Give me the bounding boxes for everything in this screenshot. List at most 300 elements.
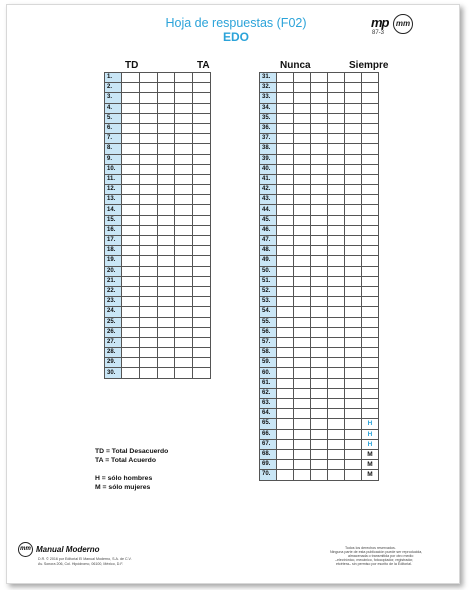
answer-box[interactable] [294, 83, 311, 93]
answer-box[interactable] [328, 256, 345, 266]
answer-box[interactable] [345, 174, 362, 184]
answer-box[interactable] [294, 276, 311, 286]
answer-box[interactable] [277, 388, 294, 398]
answer-box[interactable] [294, 215, 311, 225]
answer-box[interactable] [345, 449, 362, 459]
answer-box[interactable] [277, 246, 294, 256]
answer-box[interactable] [328, 83, 345, 93]
answer-box[interactable] [277, 123, 294, 133]
answer-box[interactable] [157, 73, 175, 83]
answer-box[interactable] [345, 317, 362, 327]
answer-box[interactable] [175, 256, 193, 266]
answer-box[interactable] [175, 236, 193, 246]
answer-box[interactable] [157, 358, 175, 368]
answer-box[interactable] [193, 93, 211, 103]
answer-box[interactable] [294, 256, 311, 266]
answer-box[interactable] [345, 93, 362, 103]
answer-box[interactable] [121, 246, 139, 256]
answer-box[interactable] [193, 215, 211, 225]
answer-box[interactable] [121, 73, 139, 83]
answer-box[interactable] [139, 286, 157, 296]
answer-box[interactable] [311, 246, 328, 256]
answer-box[interactable] [277, 460, 294, 470]
answer-box[interactable] [157, 266, 175, 276]
answer-box[interactable] [277, 419, 294, 429]
answer-box[interactable] [175, 164, 193, 174]
answer-box[interactable] [157, 286, 175, 296]
answer-box[interactable] [328, 266, 345, 276]
answer-box[interactable] [157, 154, 175, 164]
answer-box[interactable] [328, 409, 345, 419]
answer-box[interactable] [345, 378, 362, 388]
answer-box[interactable] [121, 144, 139, 154]
answer-box[interactable] [193, 236, 211, 246]
answer-box[interactable] [121, 103, 139, 113]
answer-box[interactable] [157, 103, 175, 113]
answer-box[interactable] [328, 276, 345, 286]
answer-box[interactable] [311, 378, 328, 388]
answer-box[interactable] [311, 449, 328, 459]
answer-box[interactable] [277, 449, 294, 459]
answer-box[interactable] [175, 205, 193, 215]
answer-box[interactable] [139, 358, 157, 368]
answer-box[interactable] [277, 368, 294, 378]
answer-box[interactable] [277, 164, 294, 174]
answer-box[interactable] [294, 449, 311, 459]
answer-box[interactable] [139, 246, 157, 256]
answer-box[interactable] [328, 327, 345, 337]
answer-box[interactable] [175, 348, 193, 358]
answer-box[interactable] [311, 195, 328, 205]
answer-box[interactable] [157, 83, 175, 93]
answer-box[interactable] [193, 103, 211, 113]
answer-box[interactable] [328, 225, 345, 235]
answer-box[interactable] [311, 307, 328, 317]
answer-box[interactable] [157, 134, 175, 144]
answer-box[interactable] [345, 195, 362, 205]
answer-box[interactable] [345, 266, 362, 276]
answer-box[interactable] [121, 113, 139, 123]
answer-box[interactable] [277, 113, 294, 123]
answer-box[interactable] [277, 93, 294, 103]
answer-box[interactable] [328, 185, 345, 195]
answer-box[interactable] [277, 195, 294, 205]
answer-box[interactable] [294, 154, 311, 164]
answer-box[interactable] [121, 205, 139, 215]
answer-box[interactable] [311, 399, 328, 409]
answer-box[interactable] [193, 246, 211, 256]
answer-box[interactable] [175, 103, 193, 113]
answer-box[interactable] [345, 215, 362, 225]
answer-box[interactable] [328, 164, 345, 174]
answer-box[interactable] [277, 307, 294, 317]
answer-box[interactable] [193, 225, 211, 235]
answer-box[interactable] [311, 205, 328, 215]
answer-box[interactable] [294, 337, 311, 347]
answer-box[interactable] [294, 164, 311, 174]
answer-box[interactable] [193, 286, 211, 296]
answer-box[interactable] [277, 225, 294, 235]
answer-box[interactable] [345, 337, 362, 347]
answer-box[interactable] [328, 317, 345, 327]
answer-box[interactable] [121, 195, 139, 205]
answer-box[interactable] [294, 307, 311, 317]
answer-box[interactable] [311, 419, 328, 429]
answer-box[interactable] [277, 134, 294, 144]
answer-box[interactable] [175, 83, 193, 93]
answer-box[interactable] [121, 256, 139, 266]
answer-box[interactable] [294, 470, 311, 480]
answer-box[interactable] [345, 358, 362, 368]
answer-box[interactable] [328, 154, 345, 164]
answer-box[interactable] [139, 134, 157, 144]
answer-box[interactable] [175, 317, 193, 327]
answer-box[interactable] [121, 154, 139, 164]
answer-box[interactable] [311, 103, 328, 113]
answer-box[interactable] [175, 307, 193, 317]
answer-box[interactable] [193, 307, 211, 317]
answer-box[interactable] [328, 144, 345, 154]
answer-box[interactable] [328, 297, 345, 307]
answer-box[interactable] [328, 348, 345, 358]
answer-box[interactable] [328, 399, 345, 409]
answer-box[interactable] [193, 348, 211, 358]
answer-box[interactable] [311, 236, 328, 246]
answer-box[interactable] [193, 327, 211, 337]
answer-box[interactable] [193, 266, 211, 276]
answer-box[interactable] [157, 307, 175, 317]
answer-box[interactable] [193, 154, 211, 164]
answer-box[interactable] [277, 276, 294, 286]
answer-box[interactable] [193, 144, 211, 154]
answer-box[interactable] [328, 113, 345, 123]
answer-box[interactable] [121, 266, 139, 276]
answer-box[interactable] [345, 185, 362, 195]
answer-box[interactable] [345, 144, 362, 154]
answer-box[interactable] [277, 103, 294, 113]
answer-box[interactable] [139, 317, 157, 327]
answer-box[interactable] [157, 185, 175, 195]
answer-box[interactable] [294, 460, 311, 470]
answer-box[interactable] [121, 134, 139, 144]
answer-box[interactable] [294, 388, 311, 398]
answer-box[interactable] [139, 266, 157, 276]
answer-box[interactable] [193, 134, 211, 144]
answer-box[interactable] [294, 317, 311, 327]
answer-box[interactable] [328, 73, 345, 83]
answer-box[interactable] [193, 297, 211, 307]
answer-box[interactable] [175, 73, 193, 83]
answer-box[interactable] [193, 83, 211, 93]
answer-box[interactable] [311, 460, 328, 470]
answer-box[interactable] [121, 358, 139, 368]
answer-box[interactable] [277, 215, 294, 225]
answer-box[interactable] [294, 266, 311, 276]
answer-box[interactable] [345, 73, 362, 83]
answer-box[interactable] [328, 307, 345, 317]
answer-box[interactable] [294, 185, 311, 195]
answer-box[interactable] [157, 327, 175, 337]
answer-box[interactable] [139, 123, 157, 133]
answer-box[interactable] [294, 327, 311, 337]
answer-box[interactable] [121, 286, 139, 296]
answer-box[interactable] [121, 93, 139, 103]
answer-box[interactable] [193, 205, 211, 215]
answer-box[interactable] [121, 83, 139, 93]
answer-box[interactable] [311, 297, 328, 307]
answer-box[interactable] [311, 154, 328, 164]
answer-box[interactable] [139, 215, 157, 225]
answer-box[interactable] [311, 276, 328, 286]
answer-box[interactable] [294, 103, 311, 113]
answer-box[interactable] [157, 348, 175, 358]
answer-box[interactable] [277, 83, 294, 93]
answer-box[interactable] [294, 286, 311, 296]
answer-box[interactable] [139, 368, 157, 378]
answer-box[interactable] [139, 185, 157, 195]
answer-box[interactable] [345, 134, 362, 144]
answer-box[interactable] [277, 399, 294, 409]
answer-box[interactable] [345, 419, 362, 429]
answer-box[interactable] [311, 144, 328, 154]
answer-box[interactable] [345, 164, 362, 174]
answer-box[interactable] [121, 307, 139, 317]
answer-box[interactable] [139, 144, 157, 154]
answer-box[interactable] [139, 103, 157, 113]
answer-box[interactable] [121, 123, 139, 133]
answer-box[interactable] [139, 93, 157, 103]
answer-box[interactable] [311, 73, 328, 83]
answer-box[interactable] [277, 358, 294, 368]
answer-box[interactable] [345, 123, 362, 133]
answer-box[interactable] [294, 93, 311, 103]
answer-box[interactable] [157, 256, 175, 266]
answer-box[interactable] [345, 409, 362, 419]
answer-box[interactable] [139, 113, 157, 123]
answer-box[interactable] [175, 266, 193, 276]
answer-box[interactable] [294, 134, 311, 144]
answer-box[interactable] [345, 327, 362, 337]
answer-box[interactable] [175, 327, 193, 337]
answer-box[interactable] [328, 215, 345, 225]
answer-box[interactable] [294, 195, 311, 205]
answer-box[interactable] [328, 93, 345, 103]
answer-box[interactable] [311, 185, 328, 195]
answer-box[interactable] [175, 195, 193, 205]
answer-box[interactable] [294, 174, 311, 184]
answer-box[interactable] [311, 266, 328, 276]
answer-box[interactable] [157, 205, 175, 215]
answer-box[interactable] [328, 460, 345, 470]
answer-box[interactable] [277, 409, 294, 419]
answer-box[interactable] [311, 317, 328, 327]
answer-box[interactable] [121, 348, 139, 358]
answer-box[interactable] [277, 439, 294, 449]
answer-box[interactable] [294, 399, 311, 409]
answer-box[interactable] [294, 439, 311, 449]
answer-box[interactable] [328, 368, 345, 378]
answer-box[interactable] [328, 358, 345, 368]
answer-box[interactable] [139, 195, 157, 205]
answer-box[interactable] [175, 297, 193, 307]
answer-box[interactable] [294, 297, 311, 307]
answer-box[interactable] [311, 429, 328, 439]
answer-box[interactable] [328, 337, 345, 347]
answer-box[interactable] [277, 470, 294, 480]
answer-box[interactable] [345, 399, 362, 409]
answer-box[interactable] [175, 185, 193, 195]
answer-box[interactable] [328, 470, 345, 480]
answer-box[interactable] [311, 256, 328, 266]
answer-box[interactable] [311, 225, 328, 235]
answer-box[interactable] [139, 225, 157, 235]
answer-box[interactable] [193, 174, 211, 184]
answer-box[interactable] [277, 144, 294, 154]
answer-box[interactable] [294, 144, 311, 154]
answer-box[interactable] [175, 113, 193, 123]
answer-box[interactable] [345, 246, 362, 256]
answer-box[interactable] [175, 276, 193, 286]
answer-box[interactable] [157, 276, 175, 286]
answer-box[interactable] [157, 246, 175, 256]
answer-box[interactable] [328, 103, 345, 113]
answer-box[interactable] [139, 205, 157, 215]
answer-box[interactable] [121, 297, 139, 307]
answer-box[interactable] [193, 337, 211, 347]
answer-box[interactable] [175, 174, 193, 184]
answer-box[interactable] [139, 337, 157, 347]
answer-box[interactable] [277, 185, 294, 195]
answer-box[interactable] [121, 236, 139, 246]
answer-box[interactable] [277, 327, 294, 337]
answer-box[interactable] [121, 174, 139, 184]
answer-box[interactable] [328, 195, 345, 205]
answer-box[interactable] [311, 123, 328, 133]
answer-box[interactable] [294, 348, 311, 358]
answer-box[interactable] [294, 225, 311, 235]
answer-box[interactable] [277, 266, 294, 276]
answer-box[interactable] [175, 286, 193, 296]
answer-box[interactable] [294, 358, 311, 368]
answer-box[interactable] [345, 83, 362, 93]
answer-box[interactable] [139, 348, 157, 358]
answer-box[interactable] [277, 73, 294, 83]
answer-box[interactable] [175, 144, 193, 154]
answer-box[interactable] [193, 185, 211, 195]
answer-box[interactable] [311, 174, 328, 184]
answer-box[interactable] [139, 154, 157, 164]
answer-box[interactable] [345, 286, 362, 296]
answer-box[interactable] [345, 429, 362, 439]
answer-box[interactable] [345, 236, 362, 246]
answer-box[interactable] [294, 246, 311, 256]
answer-box[interactable] [193, 195, 211, 205]
answer-box[interactable] [345, 103, 362, 113]
answer-box[interactable] [311, 286, 328, 296]
answer-box[interactable] [193, 73, 211, 83]
answer-box[interactable] [193, 358, 211, 368]
answer-box[interactable] [311, 368, 328, 378]
answer-box[interactable] [328, 236, 345, 246]
answer-box[interactable] [311, 134, 328, 144]
answer-box[interactable] [139, 83, 157, 93]
answer-box[interactable] [139, 164, 157, 174]
answer-box[interactable] [277, 317, 294, 327]
answer-box[interactable] [328, 439, 345, 449]
answer-box[interactable] [193, 276, 211, 286]
answer-box[interactable] [311, 439, 328, 449]
answer-box[interactable] [157, 215, 175, 225]
answer-box[interactable] [175, 368, 193, 378]
answer-box[interactable] [311, 337, 328, 347]
answer-box[interactable] [139, 327, 157, 337]
answer-box[interactable] [311, 93, 328, 103]
answer-box[interactable] [277, 337, 294, 347]
answer-box[interactable] [345, 388, 362, 398]
answer-box[interactable] [277, 236, 294, 246]
answer-box[interactable] [311, 164, 328, 174]
answer-box[interactable] [157, 317, 175, 327]
answer-box[interactable] [311, 83, 328, 93]
answer-box[interactable] [311, 358, 328, 368]
answer-box[interactable] [294, 378, 311, 388]
answer-box[interactable] [157, 236, 175, 246]
answer-box[interactable] [121, 164, 139, 174]
answer-box[interactable] [139, 276, 157, 286]
answer-box[interactable] [121, 185, 139, 195]
answer-box[interactable] [157, 195, 175, 205]
answer-box[interactable] [157, 144, 175, 154]
answer-box[interactable] [277, 378, 294, 388]
answer-box[interactable] [345, 297, 362, 307]
answer-box[interactable] [311, 348, 328, 358]
answer-box[interactable] [294, 113, 311, 123]
answer-box[interactable] [193, 164, 211, 174]
answer-box[interactable] [345, 470, 362, 480]
answer-box[interactable] [175, 93, 193, 103]
answer-box[interactable] [345, 348, 362, 358]
answer-box[interactable] [345, 256, 362, 266]
answer-box[interactable] [193, 123, 211, 133]
answer-box[interactable] [157, 337, 175, 347]
answer-box[interactable] [175, 246, 193, 256]
answer-box[interactable] [328, 205, 345, 215]
answer-box[interactable] [193, 113, 211, 123]
answer-box[interactable] [121, 337, 139, 347]
answer-box[interactable] [328, 419, 345, 429]
answer-box[interactable] [139, 307, 157, 317]
answer-box[interactable] [121, 225, 139, 235]
answer-box[interactable] [121, 215, 139, 225]
answer-box[interactable] [328, 174, 345, 184]
answer-box[interactable] [328, 388, 345, 398]
answer-box[interactable] [345, 368, 362, 378]
answer-box[interactable] [277, 297, 294, 307]
answer-box[interactable] [328, 378, 345, 388]
answer-box[interactable] [139, 256, 157, 266]
answer-box[interactable] [328, 246, 345, 256]
answer-box[interactable] [294, 123, 311, 133]
answer-box[interactable] [294, 419, 311, 429]
answer-box[interactable] [121, 317, 139, 327]
answer-box[interactable] [311, 327, 328, 337]
answer-box[interactable] [121, 327, 139, 337]
answer-box[interactable] [345, 276, 362, 286]
answer-box[interactable] [311, 388, 328, 398]
answer-box[interactable] [139, 174, 157, 184]
answer-box[interactable] [294, 236, 311, 246]
answer-box[interactable] [328, 286, 345, 296]
